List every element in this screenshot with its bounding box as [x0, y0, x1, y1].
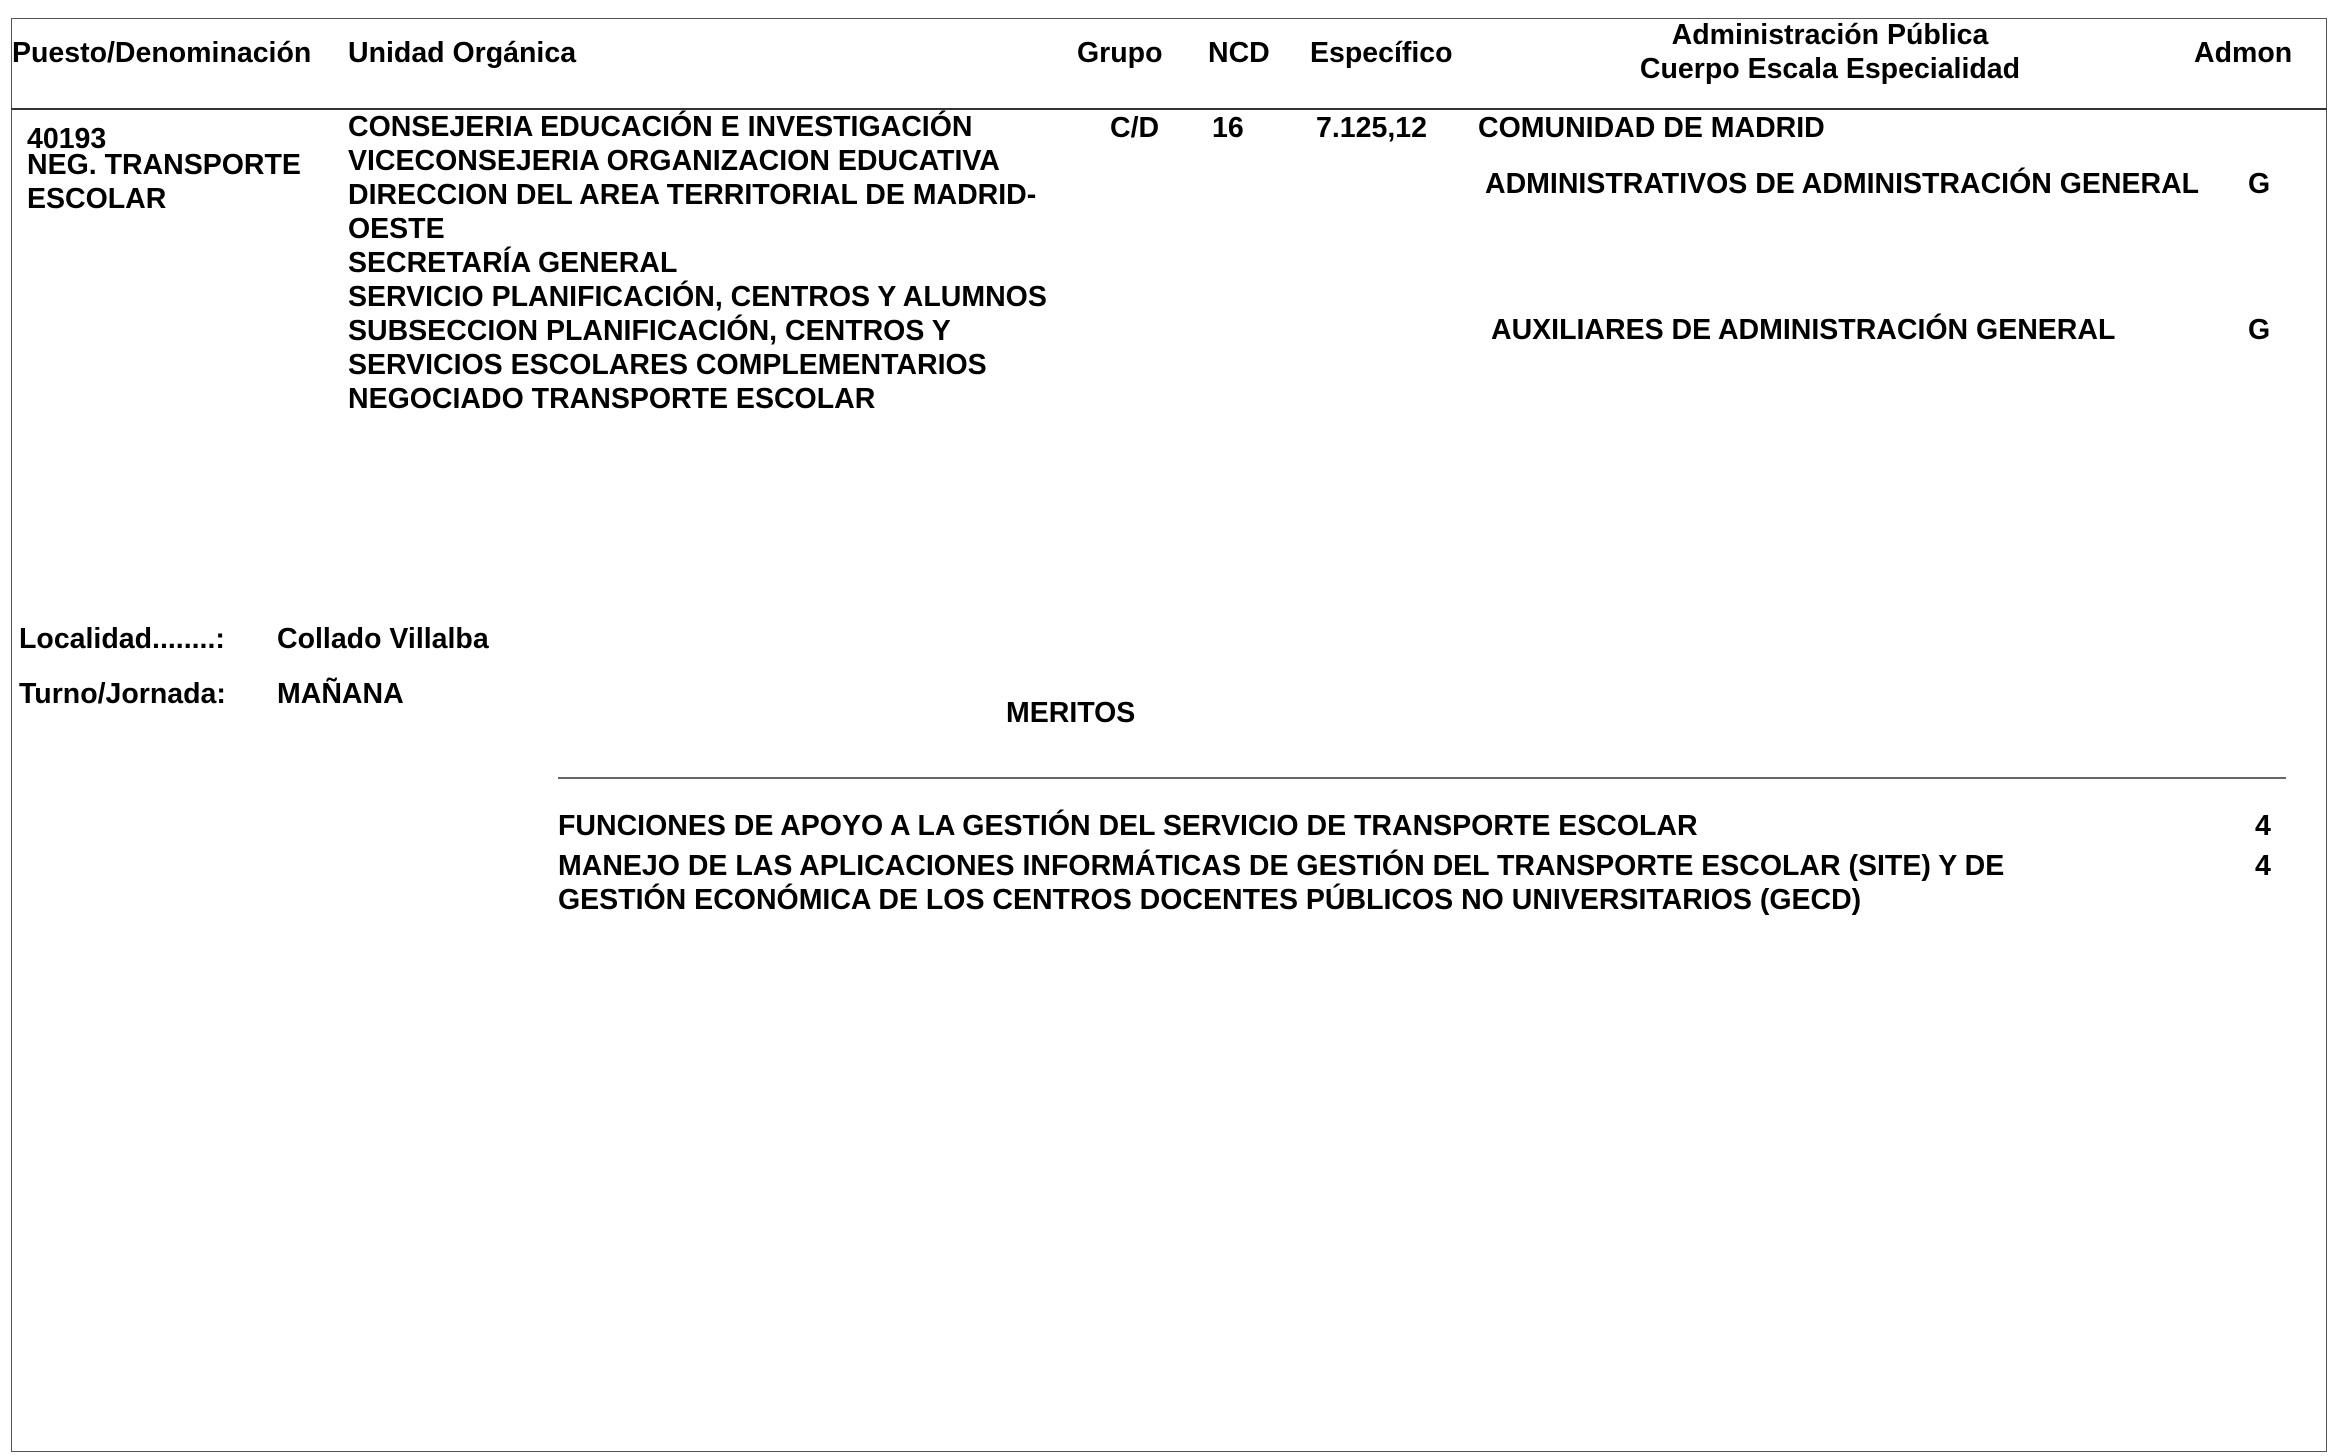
cuerpo-admon: G: [2248, 168, 2271, 200]
ncd-value: 16: [1212, 112, 1244, 144]
cuerpo-admon: G: [2248, 314, 2271, 346]
meritos-divider: [558, 777, 2286, 779]
especifico-value: 7.125,12: [1316, 112, 1427, 144]
merito-line: GESTIÓN ECONÓMICA DE LOS CENTROS DOCENTES PÚBLICOS NO UNIVERSITARIOS (GECD): [558, 884, 1862, 916]
grupo-value: C/D: [1110, 112, 1160, 144]
header-admin-publica: Administración Pública: [1671, 19, 1989, 51]
merito-line: MANEJO DE LAS APLICACIONES INFORMÁTICAS DE GESTIÓN DEL TRANSPORTE ESCOLAR (SITE) Y DE: [558, 850, 2005, 882]
unidad-line: CONSEJERIA EDUCACIÓN E INVESTIGACIÓN: [348, 111, 973, 143]
header-ncd: NCD: [1208, 37, 1270, 69]
unidad-line: SUBSECCION PLANIFICACIÓN, CENTROS Y: [348, 315, 951, 347]
merito-points: 4: [2255, 850, 2271, 882]
unidad-line: SECRETARÍA GENERAL: [348, 247, 678, 279]
header-cuerpo-escala: Cuerpo Escala Especialidad: [1639, 53, 2021, 85]
header-especifico: Específico: [1310, 37, 1453, 69]
turno-label: Turno/Jornada:: [19, 678, 226, 710]
header-unidad: Unidad Orgánica: [348, 37, 577, 69]
unidad-line: SERVICIOS ESCOLARES COMPLEMENTARIOS: [348, 349, 987, 381]
merito-text: [558, 849, 2004, 917]
localidad-label: Localidad........:: [19, 623, 225, 655]
header-admon: Admon: [2194, 37, 2293, 69]
header-puesto: Puesto/Denominación: [12, 37, 312, 69]
denominacion-line: NEG. TRANSPORTE: [27, 149, 301, 181]
cuerpo-name: AUXILIARES DE ADMINISTRACIÓN GENERAL: [1491, 314, 2116, 346]
turno-value: MAÑANA: [277, 678, 404, 710]
merito-text: FUNCIONES DE APOYO A LA GESTIÓN DEL SERVICIO DE TRANSPORTE ESCOLAR: [558, 810, 1698, 842]
denominacion-line: ESCOLAR: [27, 183, 167, 215]
unidad-line: DIRECCION DEL AREA TERRITORIAL DE MADRID-: [348, 179, 1037, 211]
unidad-line: VICECONSEJERIA ORGANIZACION EDUCATIVA: [348, 145, 1000, 177]
header-grupo: Grupo: [1077, 37, 1163, 69]
administracion-value: COMUNIDAD DE MADRID: [1478, 112, 1825, 144]
denominacion: [27, 148, 301, 216]
unidad-line: NEGOCIADO TRANSPORTE ESCOLAR: [348, 383, 876, 415]
merito-points: 4: [2255, 810, 2271, 842]
puesto-code: 40193: [27, 123, 107, 155]
unidad-line: OESTE: [348, 213, 445, 245]
localidad-value: Collado Villalba: [277, 623, 489, 655]
unidad-organica: [348, 110, 1047, 416]
unidad-line: SERVICIO PLANIFICACIÓN, CENTROS Y ALUMNOS: [348, 281, 1047, 313]
cuerpo-name: ADMINISTRATIVOS DE ADMINISTRACIÓN GENERAL: [1485, 168, 2200, 200]
meritos-title: MERITOS: [1006, 697, 1136, 729]
